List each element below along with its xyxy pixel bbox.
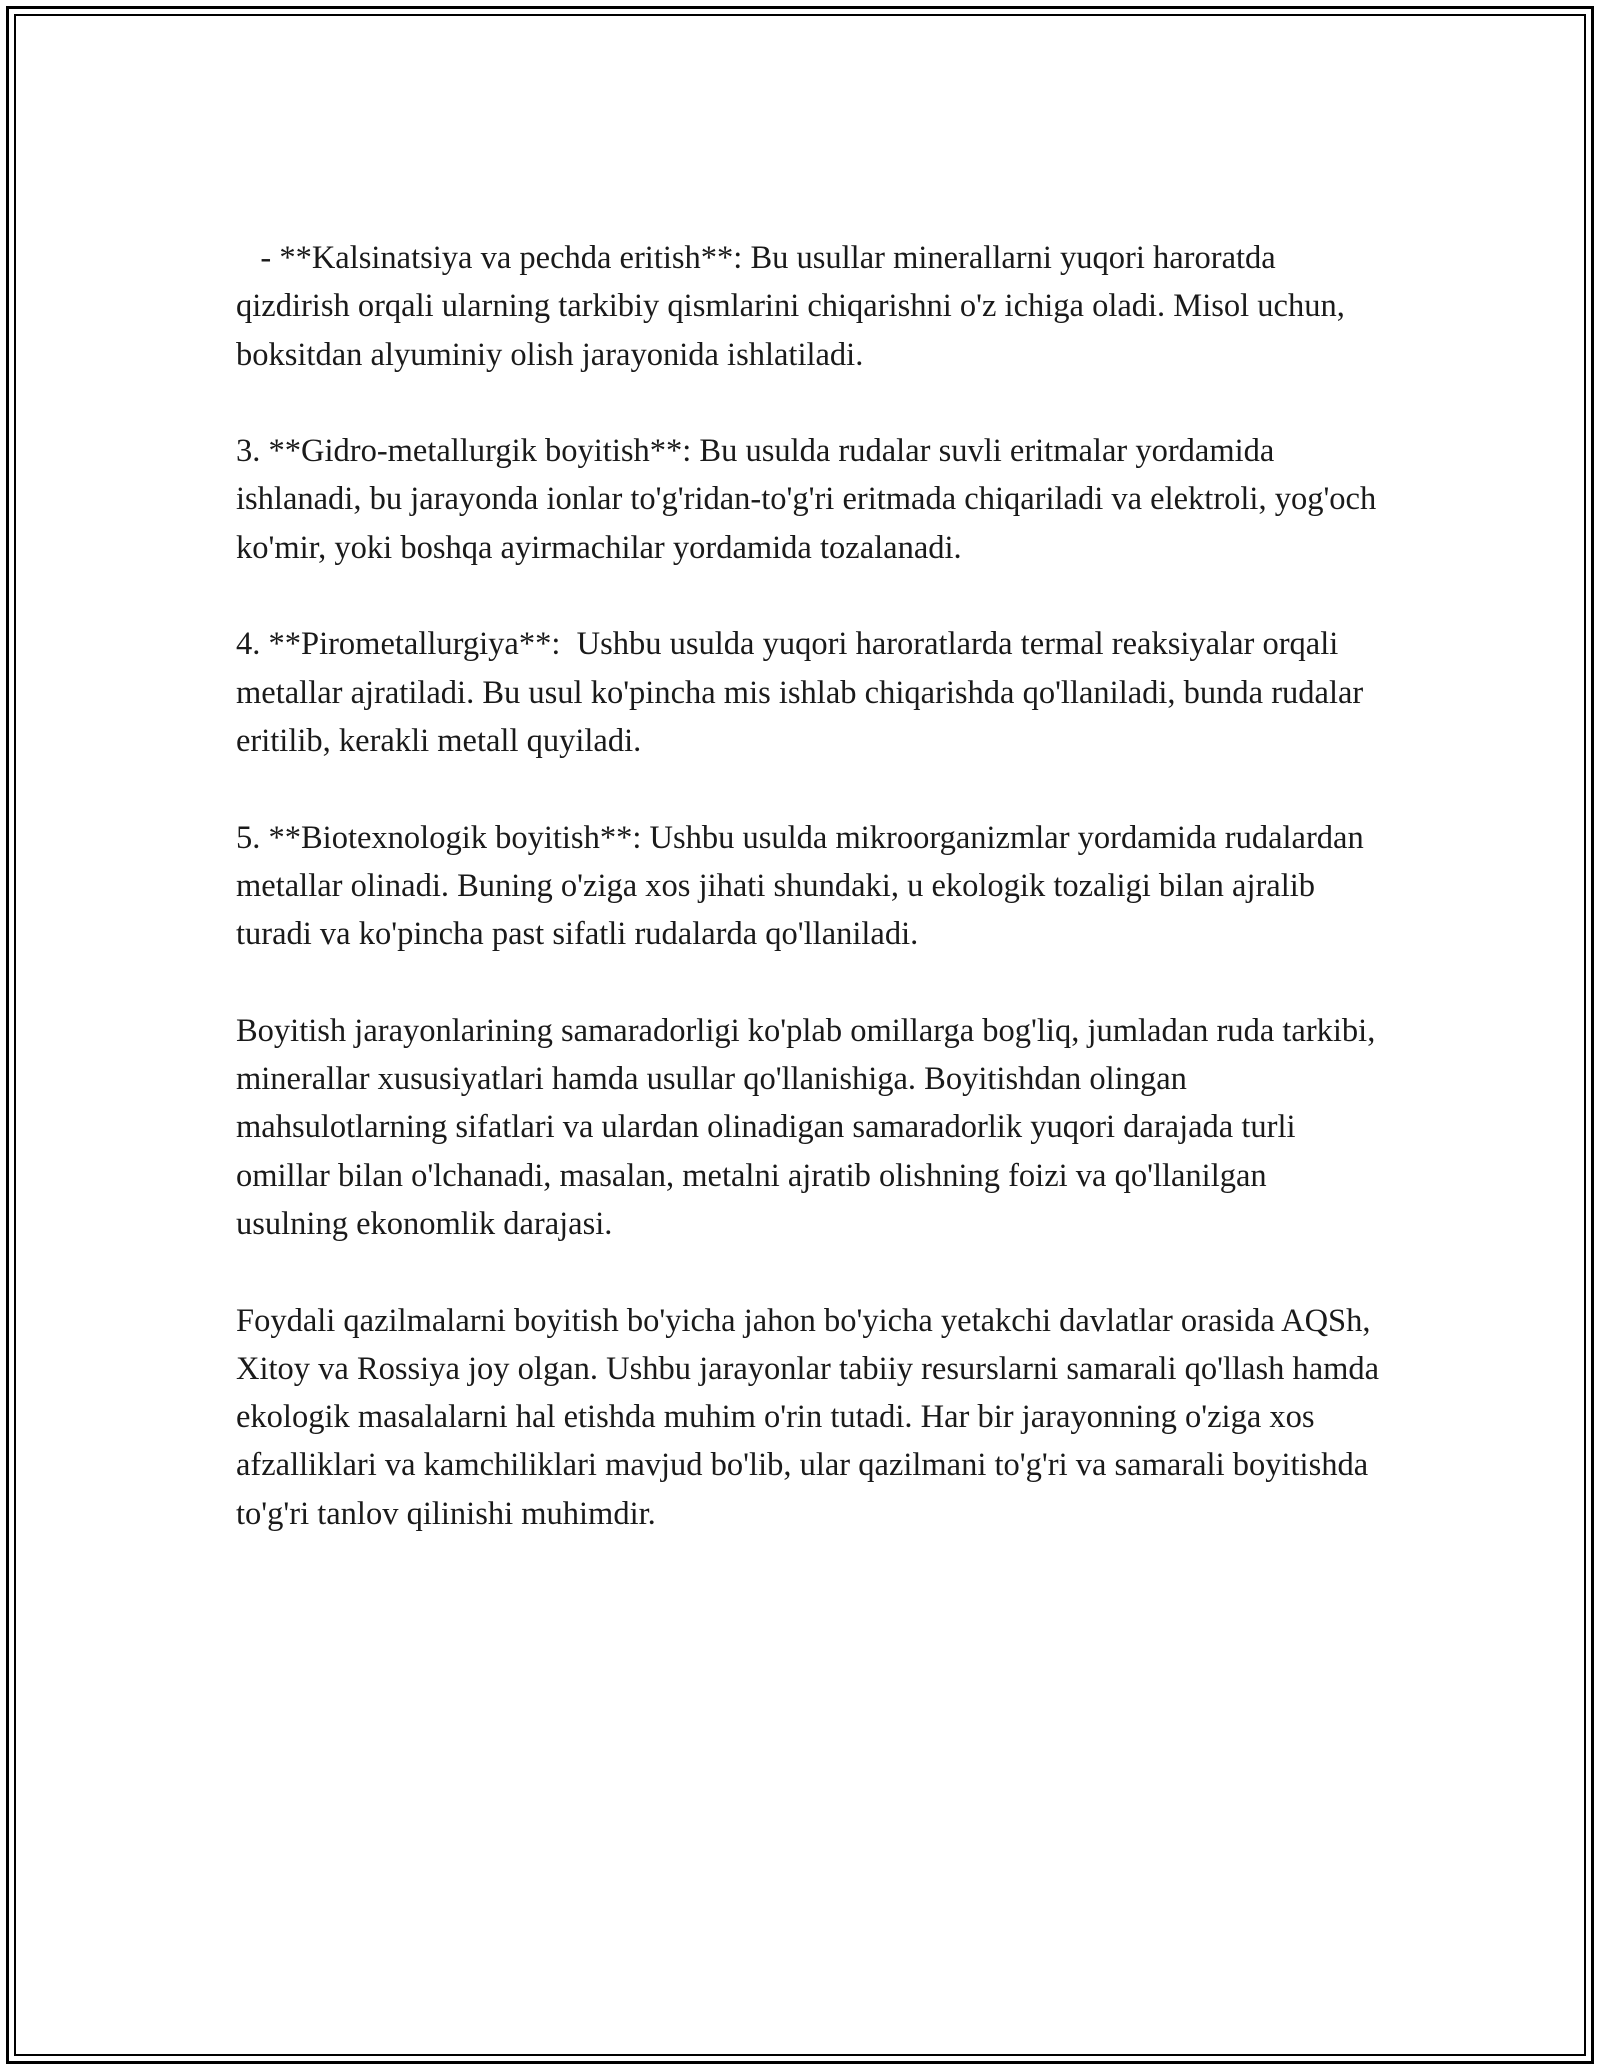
paragraph-samaradorlik: Boyitish jarayonlarining samaradorligi ko'plab omillarga bog'liq, jumladan ruda tarkibi, minerallar xususiyatlari hamda usullar qo'llanishiga. Boyitishdan olingan mahsulotlarning sifatlari va ulardan olinadigan samaradorlik yuqori darajada turli omillar bilan o'lchanadi, masalan, metalni ajratib olishning foizi va qo'llanilgan usulning ekonomlik darajasi. (236, 1012, 1384, 1242)
paragraph-gidro-metallurgik: 3. **Gidro-metallurgik boyitish**: Bu usulda rudalar suvli eritmalar yordamida ishlanadi, bu jarayonda ionlar to'g'ridan-to'g'ri eritmada chiqariladi va elektroli, yog'och ko'mir, yoki boshqa ayirmachilar yordamida tozalanadi. (236, 433, 1385, 566)
paragraph-biotexnologik: 5. **Biotexnologik boyitish**: Ushbu usulda mikroorganizmlar yordamida rudalardan metallar olinadi. Buning o'ziga xos jihati shundaki, u ekologik tozaligi bilan ajralib turadi va ko'pincha past sifatli rudalarda qo'llaniladi. (236, 819, 1372, 953)
paragraph-yetakchi-davlatlar: Foydali qazilmalarni boyitish bo'yicha jahon bo'yicha yetakchi davlatlar orasida AQSh, Xitoy va Rossiya joy olgan. Ushbu jarayonlar tabiiy resurslarni samarali qo'llash hamda ekologik masalalarni hal etishda muhim o'rin tutadi. Har bir jarayonning o'ziga xos afzalliklari va kamchiliklari mavjud bo'lib, ular qazilmani to'g'ri va samarali boyitishda to'g'ri tanlov qilinishi muhimdir. (236, 1302, 1388, 1532)
paragraph-pirometallurgiya: 4. **Pirometallurgiya**: Ushbu usulda yuqori haroratlarda termal reaksiyalar orqali metallar ajratiladi. Bu usul ko'pincha mis ishlab chiqarishda qo'llaniladi, bunda rudalar eritilib, kerakli metall quyiladi. (236, 626, 1372, 759)
document-body (236, 234, 1386, 1586)
paragraph-kalsinatsiya: - **Kalsinatsiya va pechda eritish**: Bu usullar minerallarni yuqori haroratda qizdirish orqali ularning tarkibiy qismlarini chiqarishni o'z ichiga oladi. Misol uchun, boksitdan alyuminiy olish jarayonida ishlatiladi. (236, 240, 1353, 373)
